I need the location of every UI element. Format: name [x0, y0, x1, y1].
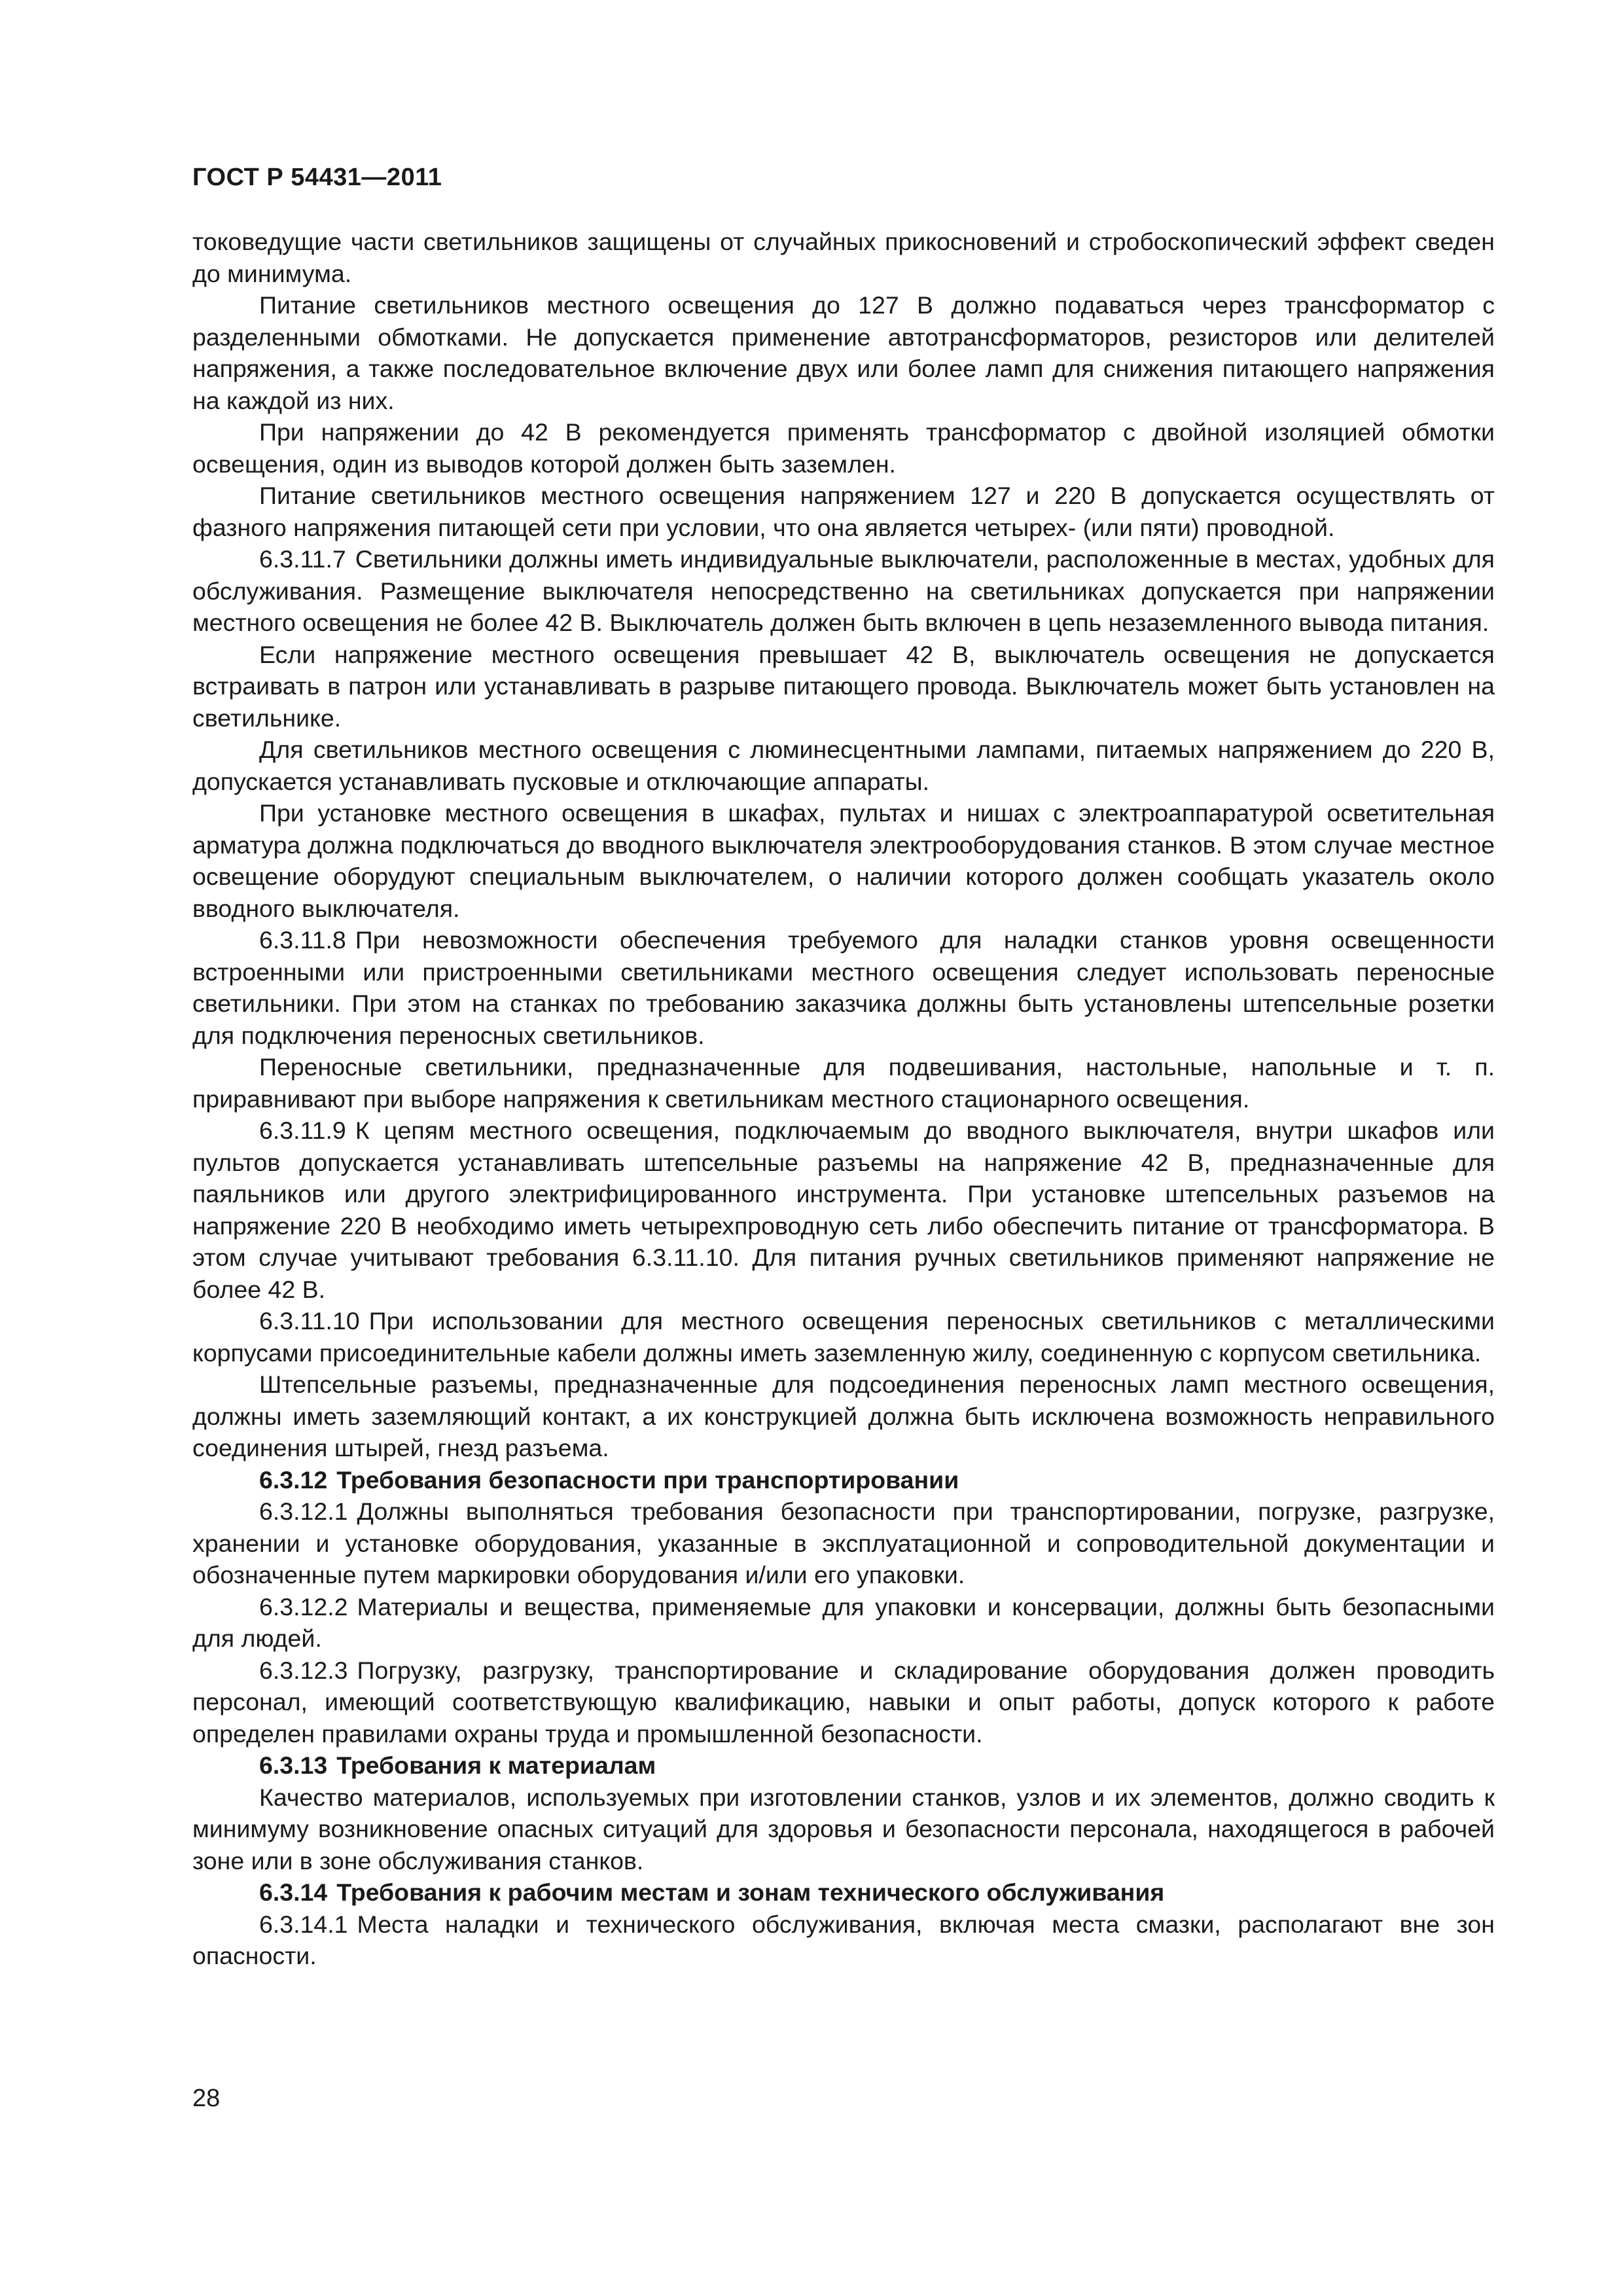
- paragraph-text: Требования к рабочим местам и зонам технического обслуживания: [336, 1878, 1165, 1906]
- body-paragraph: [192, 416, 1495, 480]
- body-paragraph: [192, 734, 1495, 797]
- clause-number: 6.3.12.2: [259, 1592, 348, 1621]
- paragraph-text: Погрузку, разгрузку, транспортирование и складирование оборудования должен проводить персонал, имеющий соответствующую квалификацию, навыки и опыт работы, допуск которого к работе определен правилами охраны труда и промышленной безопасности.: [192, 1656, 1495, 1748]
- clause-number: 6.3.11.8: [259, 926, 346, 954]
- body-paragraph: [192, 480, 1495, 543]
- body-paragraph: [192, 1655, 1495, 1750]
- section-heading: [192, 1876, 1495, 1909]
- paragraph-text: Места наладки и технического обслуживания, включая места смазки, располагают вне зон опасности.: [192, 1910, 1495, 1969]
- paragraph-text: Требования к материалам: [336, 1751, 656, 1779]
- body-paragraph: [192, 924, 1495, 1051]
- paragraph-text: Если напряжение местного освещения превышает 42 В, выключатель освещения не допускается встраивать в патрон или устанавливать в разрыве питающего провода. Выключатель может быть установлен на светильнике.: [192, 640, 1495, 732]
- clause-number: 6.3.14.1: [259, 1910, 348, 1938]
- body-paragraph: [192, 1782, 1495, 1877]
- paragraph-text: Качество материалов, используемых при изготовлении станков, узлов и их элементов, должно сводить к минимуму возникновение опасных ситуаций для здоровья и безопасности персонала, находящегося в рабочей зоне или в зоне обслуживания станков.: [192, 1783, 1495, 1874]
- section-heading: [192, 1464, 1495, 1496]
- body-paragraph: [192, 1591, 1495, 1655]
- paragraph-text: Питание светильников местного освещения напряжением 127 и 220 В допускается осуществлять от фазного напряжения питающей сети при условии, что она является четырех- (или пяти) проводной.: [192, 482, 1495, 541]
- page-number: 28: [192, 2085, 221, 2112]
- section-heading: [192, 1749, 1495, 1782]
- body-paragraph: [192, 1369, 1495, 1464]
- paragraph-text: Материалы и вещества, применяемые для упаковки и консервации, должны быть безопасными для людей.: [192, 1592, 1495, 1652]
- paragraph-text: При напряжении до 42 В рекомендуется применять трансформатор с двойной изоляцией обмотки освещения, один из выводов которой должен быть заземлен.: [192, 418, 1495, 478]
- body-paragraph: [192, 797, 1495, 924]
- document-code-header: ГОСТ Р 54431—2011: [192, 164, 442, 191]
- paragraph-text: Переносные светильники, предназначенные для подвешивания, настольные, напольные и т. п. приравнивают при выборе напряжения к светильникам местного стационарного освещения.: [192, 1053, 1495, 1113]
- body-paragraph: [192, 1051, 1495, 1115]
- paragraph-text: Светильники должны иметь индивидуальные выключатели, расположенные в местах, удобных для обслуживания. Размещение выключателя непосредственно на светильниках допускается при напряжении местного освещения не более 42 В. Выключатель должен быть включен в цепь незаземленного вывода питания.: [192, 545, 1495, 636]
- document-body: [192, 226, 1495, 1972]
- body-paragraph: [192, 1115, 1495, 1305]
- paragraph-text: К цепям местного освещения, подключаемым до вводного выключателя, внутри шкафов или пультов допускается устанавливать штепсельные разъемы на напряжение 42 В, предназначенные для паяльников или другого электрифицированного инструмента. При установке штепсельных разъемов на напряжение 220 В необходимо иметь четырехпроводную сеть либо обеспечить питание от трансформатора. В этом случае учитывают требования 6.3.11.10. Для питания ручных светильников применяют напряжение не более 42 В.: [192, 1117, 1495, 1303]
- paragraph-text: Требования безопасности при транспортировании: [336, 1465, 959, 1494]
- paragraph-text: Питание светильников местного освещения до 127 В должно подаваться через трансформатор с разделенными обмотками. Не допускается применение автотрансформаторов, резисторов или делителей напряжения, а также последовательное включение двух или более ламп для снижения питающего напряжения на каждой из них.: [192, 291, 1495, 414]
- clause-number: 6.3.12.3: [259, 1656, 348, 1684]
- paragraph-text: При использовании для местного освещения переносных светильников с металлическими корпусами присоединительные кабели должны иметь заземленную жилу, соединенную с корпусом светильника.: [192, 1307, 1495, 1367]
- clause-number: 6.3.11.10: [259, 1307, 360, 1335]
- clause-number: 6.3.12: [259, 1465, 328, 1494]
- paragraph-text: токоведущие части светильников защищены от случайных прикосновений и стробоскопический эффект сведен до минимума.: [192, 228, 1495, 287]
- clause-number: 6.3.12.1: [259, 1498, 348, 1525]
- paragraph-text: При невозможности обеспечения требуемого для наладки станков уровня освещенности встроенными или пристроенными светильниками местного освещения следует использовать переносные светильники. При этом на станках по требованию заказчика должны быть установлены штепсельные розетки для подключения переносных светильников.: [192, 926, 1495, 1049]
- paragraph-text: Для светильников местного освещения с люминесцентными лампами, питаемых напряжением до 220 В, допускается устанавливать пусковые и отключающие аппараты.: [192, 736, 1495, 795]
- clause-number: 6.3.13: [259, 1751, 328, 1779]
- body-paragraph: [192, 639, 1495, 734]
- body-paragraph: [192, 226, 1495, 289]
- paragraph-text: При установке местного освещения в шкафах, пультах и нишах с электроаппаратурой осветительная арматура должна подключаться до вводного выключателя электрооборудования станков. В этом случае местное освещение оборудуют специальным выключателем, о наличии которого должен сообщать указатель около вводного выключателя.: [192, 799, 1495, 922]
- body-paragraph: [192, 543, 1495, 639]
- body-paragraph: [192, 1909, 1495, 1972]
- body-paragraph: [192, 1496, 1495, 1591]
- body-paragraph: [192, 1305, 1495, 1369]
- clause-number: 6.3.14: [259, 1878, 328, 1906]
- paragraph-text: Должны выполняться требования безопасности при транспортировании, погрузке, разгрузке, хранении и установке оборудования, указанные в эксплуатационной и сопроводительной документации и обозначенные путем маркировки оборудования и/или его упаковки.: [192, 1498, 1495, 1588]
- clause-number: 6.3.11.7: [259, 545, 346, 573]
- clause-number: 6.3.11.9: [259, 1117, 346, 1144]
- paragraph-text: Штепсельные разъемы, предназначенные для подсоединения переносных ламп местного освещения, должны иметь заземляющий контакт, а их конструкцией должна быть исключена возможность неправильного соединения штырей, гнезд разъема.: [192, 1371, 1495, 1462]
- body-paragraph: [192, 289, 1495, 416]
